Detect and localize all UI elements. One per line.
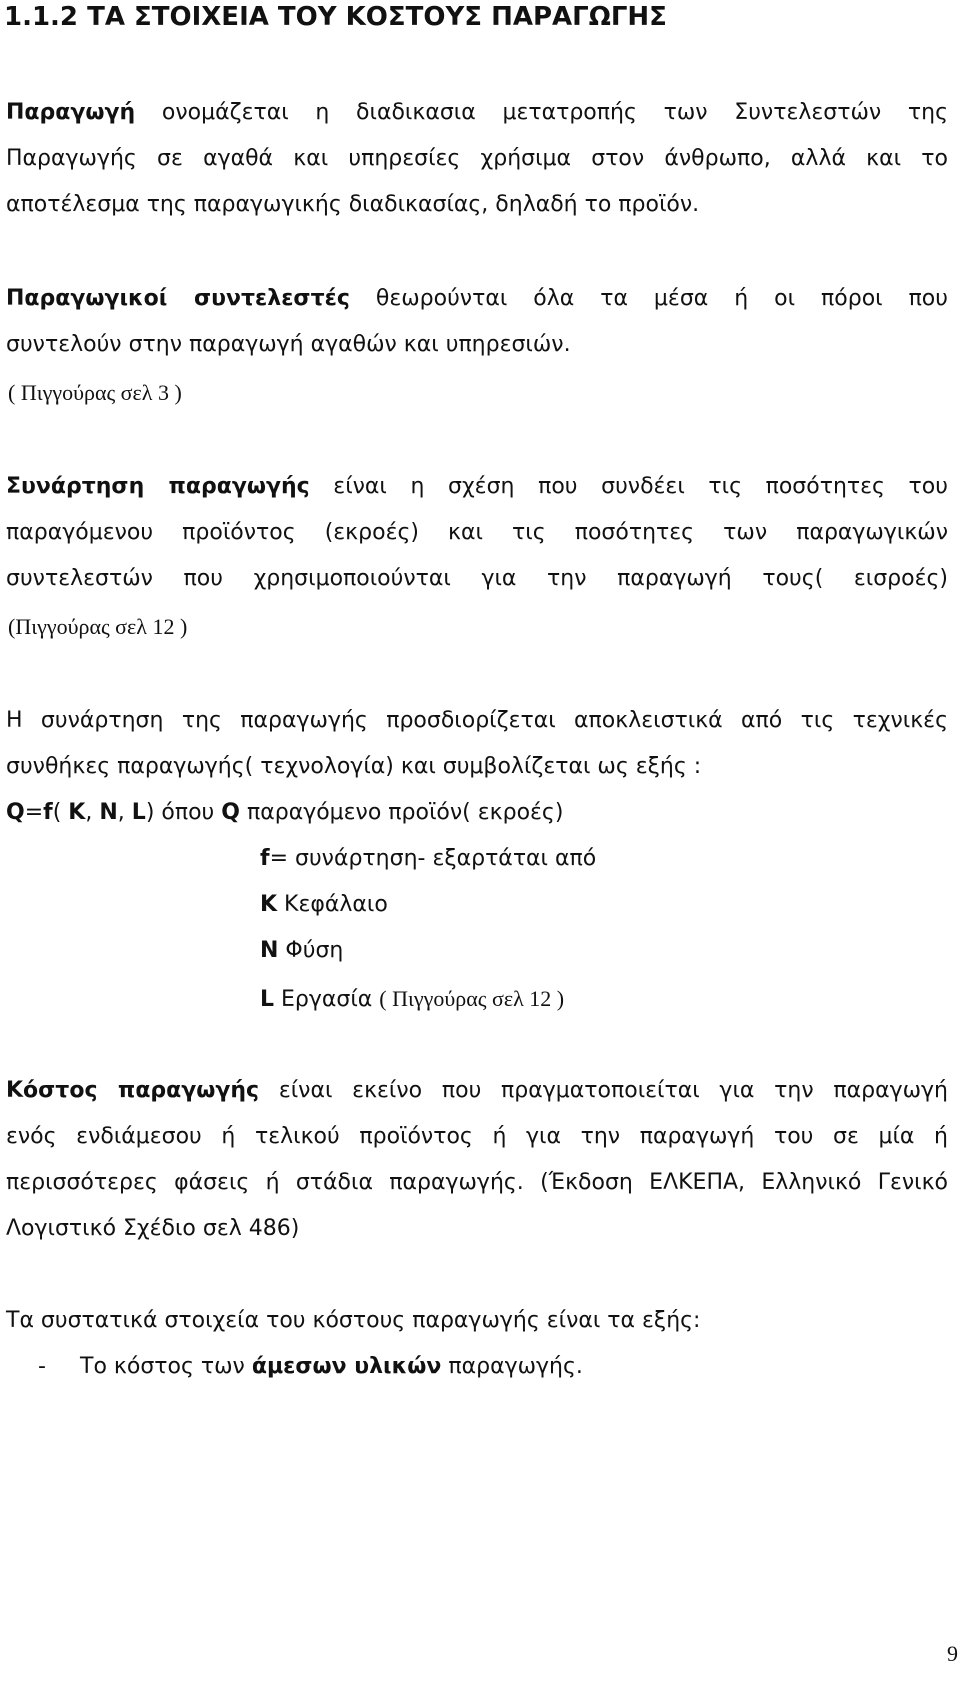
dash-marker: - — [38, 1354, 46, 1379]
p2-reference: ( Πιγγούρας σελ 3 ) — [8, 380, 182, 405]
p5-line-2: ενός ενδιάμεσου ή τελικού προϊόντος ή για την παραγωγή του σε μία ή — [6, 1124, 948, 1149]
p3-reference: (Πιγγούρας σελ 12 ) — [8, 614, 188, 639]
p3-line-2: παραγόμενου προϊόντος (εκροές) και τις ποσότητες των παραγωγικών — [6, 520, 948, 545]
term-production-function: Συνάρτηση παραγωγής — [6, 474, 310, 499]
def-N: N Φύση — [260, 938, 344, 963]
p6-line-1: Τα συστατικά στοιχεία του κόστους παραγωγής είναι τα εξής: — [6, 1308, 701, 1333]
p3-line-3: συντελεστών που χρησιμοποιούνται για την παραγωγή τους( εισροές) — [6, 566, 948, 591]
p2-line-2: συντελούν στην παραγωγή αγαθών και υπηρεσιών. — [6, 332, 571, 357]
term-production: Παραγωγή — [6, 100, 136, 125]
page-number: 9 — [947, 1641, 958, 1666]
p1-line-2: Παραγωγής σε αγαθά και υπηρεσίες χρήσιμα στον άνθρωπο, αλλά και το — [6, 146, 948, 171]
section-heading: 1.1.2 ΤΑ ΣΤΟΙΧΕΙΑ ΤΟΥ ΚΟΣΤΟΥΣ ΠΑΡΑΓΩΓΗΣ — [4, 2, 667, 32]
def-L: L Εργασία ( Πιγγούρας σελ 12 ) — [260, 986, 565, 1012]
bullet-text: Το κόστος των άμεσων υλικών παραγωγής. — [80, 1354, 583, 1379]
p5-line-3: περισσότερες φάσεις ή στάδια παραγωγής. (Έκδοση ΕΛΚΕΠΑ, Ελληνικό Γενικό — [6, 1170, 948, 1195]
def-K: K Κεφάλαιο — [260, 892, 388, 917]
def-f: f= συνάρτηση- εξαρτάται από — [260, 846, 597, 871]
p4-line-2: συνθήκες παραγωγής( τεχνολογία) και συμβολίζεται ως εξής : — [6, 754, 702, 779]
p1-line-3: αποτέλεσμα της παραγωγικής διαδικασίας, δηλαδή το προϊόν. — [6, 192, 700, 217]
p2-line-1: Παραγωγικοί συντελεστές θεωρούνται όλα τα μέσα ή οι πόροι που — [6, 286, 948, 311]
term-production-factors: Παραγωγικοί συντελεστές — [6, 286, 350, 311]
p4-line-1: Η συνάρτηση της παραγωγής προσδιορίζεται αποκλειστικά από τις τεχνικές — [6, 708, 948, 733]
formula-line: Q=f( K, N, L) όπου Q παραγόμενο προϊόν( εκροές) — [6, 800, 564, 825]
p1-line-1: Παραγωγή ονομάζεται η διαδικασια μετατροπής των Συντελεστών της — [6, 100, 948, 125]
p3-line-1: Συνάρτηση παραγωγής είναι η σχέση που συνδέει τις ποσότητες του — [6, 474, 948, 499]
p5-line-1: Κόστος παραγωγής είναι εκείνο που πραγματοποιείται για την παραγωγή — [6, 1078, 949, 1103]
term-production-cost: Κόστος παραγωγής — [6, 1078, 260, 1103]
p5-line-4: Λογιστικό Σχέδιο σελ 486) — [6, 1216, 300, 1241]
